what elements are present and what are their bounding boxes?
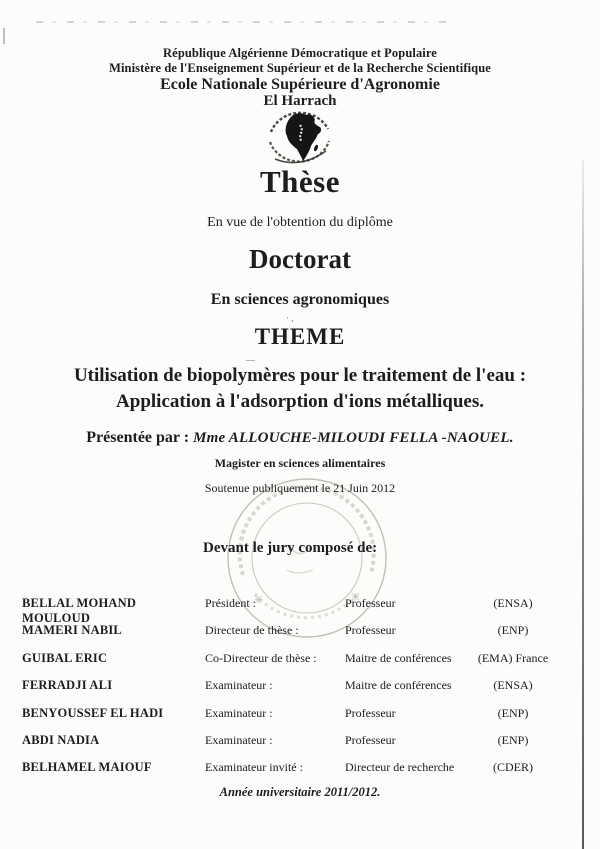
header-school-line: Ecole Nationale Supérieure d'Agronomie	[160, 76, 440, 93]
jury-row	[0, 760, 600, 787]
jury-member-affiliation: (ENP)	[497, 623, 529, 638]
jury-member-affiliation: (ENSA)	[493, 678, 533, 693]
jury-member-role: Examinateur :	[205, 732, 273, 747]
theme-label: THEME	[254, 324, 346, 349]
jury-member-role: Directeur de thèse :	[205, 623, 299, 638]
jury-member-name: MAMERI NABIL	[22, 623, 122, 638]
jury-member-grade: Professeur	[345, 705, 396, 720]
jury-member-name: BENYOUSSEF EL HADI	[22, 705, 164, 720]
jury-member-affiliation: (EMA) France	[477, 650, 549, 665]
header-city-line: El Harrach	[263, 93, 337, 109]
jury-member-affiliation: (CDER)	[493, 760, 533, 775]
jury-member-grade: Maitre de conférences	[345, 650, 452, 665]
jury-member-affiliation: (ENSA)	[493, 596, 533, 610]
jury-member-grade: Directeur de recherche	[345, 760, 455, 775]
jury-member-grade: Professeur	[345, 596, 396, 610]
scan-artifact-top-streak	[36, 21, 446, 23]
jury-member-name: BELLAL MOHAND MOULOUD	[22, 596, 137, 625]
jury-row	[0, 596, 600, 623]
jury-member-affiliation: (ENP)	[497, 705, 529, 720]
jury-member-grade: Professeur	[345, 732, 396, 747]
jury-row	[0, 678, 600, 705]
academic-year-footer: Année universitaire 2011/2012.	[219, 785, 381, 799]
jury-member-role: Co-Directeur de thèse :	[205, 650, 317, 665]
scan-artifact-dots: · ,	[286, 313, 294, 323]
degree-title: Doctorat	[249, 244, 351, 274]
jury-row	[0, 733, 600, 760]
thesis-title-line1: Utilisation de biopolymères pour le traitement de l'eau :	[73, 365, 527, 386]
school-logo	[0, 109, 600, 172]
jury-member-role: Président :	[205, 596, 256, 610]
scan-artifact-dash	[246, 360, 255, 361]
jury-table	[0, 596, 600, 788]
author-name: Mme ALLOUCHE-MILOUDI FELLA -NAOUEL.	[193, 430, 514, 446]
header-republic-line: République Algérienne Démocratique et Populaire	[163, 46, 437, 60]
jury-member-role: Examinateur invité :	[205, 760, 303, 775]
jury-member-grade: Professeur	[345, 623, 396, 638]
these-title: Thèse	[260, 164, 340, 199]
thesis-title-line2: Application à l'adsorption d'ions métalliques.	[116, 391, 484, 412]
jury-member-grade: Maitre de conférences	[345, 678, 452, 693]
speciality: En sciences agronomiques	[210, 291, 390, 308]
jury-heading: Devant le jury composé de:	[203, 540, 378, 556]
header-ministry-line: Ministère de l'Enseignement Supérieur et de la Recherche Scientifique	[109, 61, 491, 75]
author-qualification: Magister en sciences alimentaires	[214, 456, 386, 470]
defense-date: Soutenue publiquement le 21 Juin 2012	[204, 481, 396, 495]
jury-member-name: GUIBAL ERIC	[22, 650, 108, 665]
jury-member-affiliation: (ENP)	[497, 732, 529, 747]
diploma-intro: En vue de l'obtention du diplôme	[207, 215, 393, 230]
jury-member-name: BELHAMEL MAIOUF	[22, 760, 152, 775]
jury-member-name: ABDI NADIA	[22, 732, 100, 747]
scan-artifact-left-mark	[3, 28, 5, 44]
jury-row	[0, 706, 600, 733]
jury-member-role: Examinateur :	[205, 705, 273, 720]
jury-row	[0, 651, 600, 678]
presented-by-line	[0, 429, 600, 447]
presented-by-label: Présentée par :	[86, 429, 190, 446]
jury-member-role: Examinateur :	[205, 678, 273, 693]
jury-row	[0, 623, 600, 650]
jury-member-name: FERRADJI ALI	[22, 678, 113, 693]
africa-map-icon	[257, 109, 343, 167]
